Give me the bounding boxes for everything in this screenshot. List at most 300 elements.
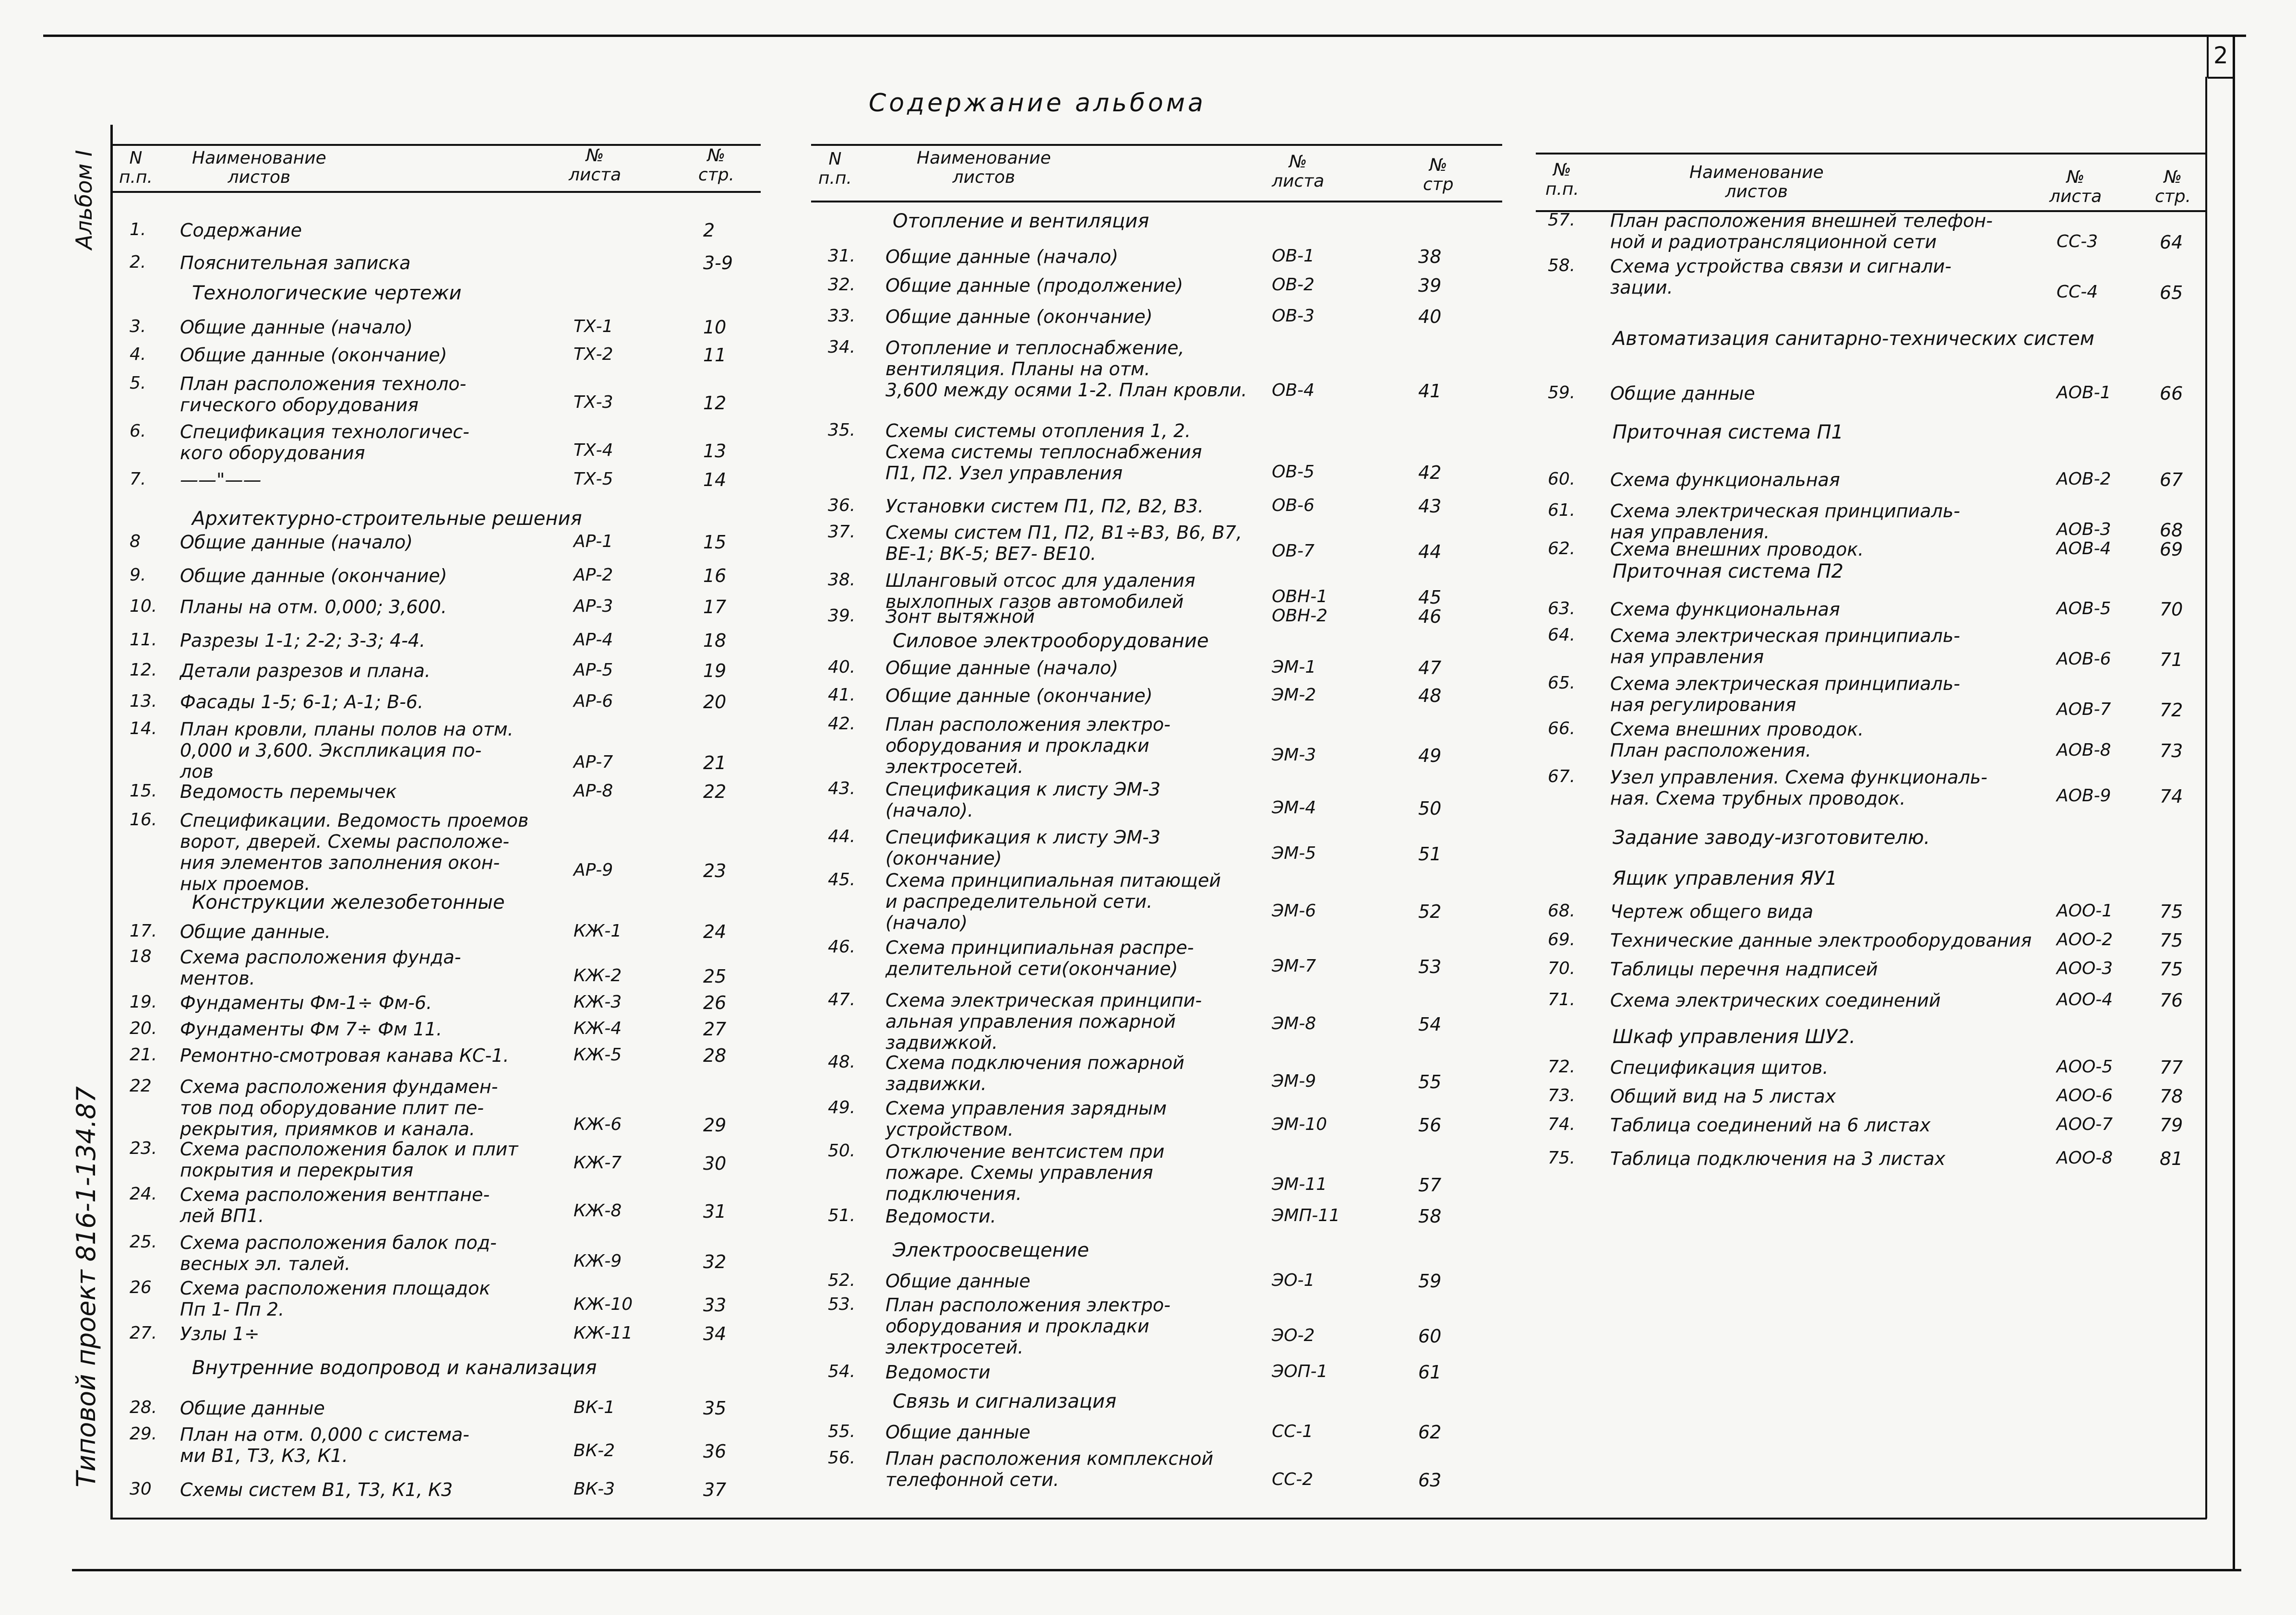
entry-number: 11. [130, 630, 157, 650]
entry-number: 22 [130, 1076, 152, 1096]
entry-page: 75 [2160, 901, 2183, 922]
entry-number: 59. [1548, 383, 1576, 403]
album-label: Альбом I [71, 150, 97, 249]
entry-number: 75. [1548, 1148, 1576, 1168]
col1-header-num: N п.п. [119, 148, 153, 187]
entry-number: 41. [828, 685, 856, 705]
entry-sheet-code: АОВ-7 [2057, 700, 2111, 719]
entry-sheet-code: КЖ-2 [574, 966, 622, 986]
entry-number: 69. [1548, 930, 1576, 950]
entry-page: 74 [2160, 786, 2183, 807]
entry-sheet-code: ОВ-4 [1272, 380, 1315, 400]
entry-page: 19 [703, 660, 727, 681]
entry-number: 14. [130, 719, 157, 738]
entry-page: 66 [2160, 383, 2183, 404]
col1-header-code: № листа [569, 146, 622, 185]
entry-number: 60. [1548, 469, 1576, 489]
entry-number: 53. [828, 1294, 856, 1314]
entry-title: Схема внешних проводок. План расположения. [1610, 719, 1864, 761]
entry-number: 30 [130, 1479, 152, 1499]
entry-page: 51 [1418, 843, 1442, 865]
entry-sheet-code: КЖ-4 [574, 1019, 622, 1038]
entry-title: ——"—— [180, 469, 262, 490]
section-heading: Автоматизация санитарно-технических систем [1613, 328, 2094, 350]
entry-sheet-code: ЭМ-10 [1272, 1115, 1327, 1134]
entry-title: Схема электрическая принципи- альная управления пожарной задвижкой. [885, 990, 1202, 1053]
entry-sheet-code: ЭМ-2 [1272, 685, 1316, 705]
entry-sheet-code: ВК-2 [574, 1441, 615, 1461]
entry-title: Фасады 1-5; 6-1; А-1; В-6. [180, 691, 424, 712]
entry-number: 54. [828, 1362, 856, 1381]
entry-title: Общие данные [1610, 383, 1755, 404]
entry-number: 45. [828, 870, 856, 890]
entry-title: Ведомость перемычек [180, 781, 397, 802]
entry-sheet-code: ТХ-3 [574, 392, 613, 412]
entry-sheet-code: СС-4 [2057, 282, 2098, 302]
entry-title: Общие данные (окончание) [180, 565, 447, 586]
entry-sheet-code: КЖ-6 [574, 1115, 622, 1134]
entry-page: 31 [703, 1201, 727, 1222]
entry-sheet-code: ЭМП-11 [1272, 1206, 1340, 1225]
section-heading: Конструкции железобетонные [192, 891, 505, 914]
entry-title: Таблица соединений на 6 листах [1610, 1115, 1931, 1136]
entry-number: 64. [1548, 625, 1576, 645]
entry-number: 27. [130, 1323, 157, 1343]
entry-title: Схема функциональная [1610, 469, 1840, 490]
entry-page: 46 [1418, 606, 1442, 627]
entry-page: 78 [2160, 1086, 2183, 1107]
entry-number: 73. [1548, 1086, 1576, 1105]
entry-sheet-code: ОВ-2 [1272, 275, 1315, 295]
entry-number: 38. [828, 570, 856, 590]
col1-header-top [113, 144, 761, 146]
entry-title: Технические данные электрооборудования [1610, 930, 2032, 951]
entry-number: 63. [1548, 599, 1576, 618]
entry-sheet-code: АОО-1 [2057, 901, 2113, 921]
entry-title: Детали разрезов и плана. [180, 660, 430, 681]
entry-title: Схема расположения балок под- весных эл. талей. [180, 1232, 497, 1274]
entry-sheet-code: АОВ-3 [2057, 520, 2111, 539]
entry-title: Общий вид на 5 листах [1610, 1086, 1836, 1107]
entry-number: 37. [828, 522, 856, 542]
entry-number: 21. [130, 1045, 157, 1065]
entry-number: 61. [1548, 500, 1576, 520]
left-border [110, 125, 113, 1519]
entry-title: Схема электрическая принципиаль- ная управления [1610, 625, 1961, 667]
entry-sheet-code: КЖ-5 [574, 1045, 622, 1065]
page-title: Содержание альбома [869, 89, 1206, 118]
entry-number: 20. [130, 1019, 157, 1038]
entry-number: 34. [828, 337, 856, 357]
entry-number: 3. [130, 317, 146, 336]
entry-page: 52 [1418, 901, 1442, 922]
entry-title: Схема принципиальная питающей и распределительной сети. (начало) [885, 870, 1221, 933]
entry-sheet-code: ЭМ-3 [1272, 745, 1316, 765]
entry-sheet-code: ЭОП-1 [1272, 1362, 1328, 1381]
section-heading: Архитектурно-строительные решения [192, 508, 582, 530]
entry-page: 42 [1418, 462, 1442, 483]
entry-page: 11 [703, 344, 727, 366]
entry-sheet-code: АОВ-6 [2057, 649, 2111, 669]
entry-sheet-code: ВК-3 [574, 1479, 615, 1499]
entry-page: 2 [703, 220, 715, 241]
entry-number: 26 [130, 1278, 152, 1297]
col2-header-bottom [811, 201, 1502, 202]
entry-title: Зонт вытяжной [885, 606, 1035, 627]
entry-title: Ведомости [885, 1362, 991, 1383]
entry-sheet-code: АР-8 [574, 781, 613, 801]
entry-title: Схема устройства связи и сигнали- зации. [1610, 256, 1952, 298]
entry-number: 72. [1548, 1057, 1576, 1077]
entry-title: Общие данные [885, 1422, 1030, 1443]
entry-sheet-code: АОО-2 [2057, 930, 2113, 950]
entry-page: 26 [703, 992, 727, 1013]
entry-number: 46. [828, 937, 856, 957]
entry-number: 2. [130, 252, 146, 272]
col2-header-code: № листа [1272, 152, 1325, 191]
entry-sheet-code: СС-1 [1272, 1422, 1314, 1441]
entry-number: 68. [1548, 901, 1576, 921]
section-heading: Силовое электрооборудование [893, 630, 1209, 652]
entry-number: 18 [130, 947, 152, 966]
entry-page: 16 [703, 565, 727, 586]
entry-number: 49. [828, 1098, 856, 1117]
entry-page: 72 [2160, 700, 2183, 721]
sheet-number-box-left [2207, 35, 2209, 78]
entry-page: 70 [2160, 599, 2183, 620]
entry-number: 17. [130, 921, 157, 941]
entry-number: 48. [828, 1052, 856, 1072]
entry-page: 64 [2160, 232, 2183, 253]
entry-page: 48 [1418, 685, 1442, 706]
entry-number: 32. [828, 275, 856, 295]
inner-right-border [2205, 77, 2207, 1519]
entry-page: 35 [703, 1398, 727, 1419]
entry-sheet-code: ЭМ-1 [1272, 657, 1316, 677]
entry-number: 28. [130, 1398, 157, 1417]
section-heading: Приточная система П1 [1613, 421, 1844, 443]
top-border [43, 35, 2246, 37]
entry-page: 24 [703, 921, 727, 942]
section-heading: Отопление и вентиляция [893, 210, 1149, 232]
entry-sheet-code: СС-2 [1272, 1470, 1314, 1489]
entry-title: Общие данные [180, 1398, 325, 1419]
entry-number: 50. [828, 1141, 856, 1161]
entry-title: Схема расположения фунда- ментов. [180, 947, 461, 989]
entry-page: 27 [703, 1019, 727, 1040]
entry-page: 58 [1418, 1206, 1442, 1227]
col2-header-num: N п.п. [818, 149, 852, 188]
entry-title: Общие данные (начало) [180, 317, 413, 338]
entry-page: 40 [1418, 306, 1442, 327]
entry-page: 25 [703, 966, 727, 987]
entry-title: Фундаменты Фм 7÷ Фм 11. [180, 1019, 442, 1040]
entry-number: 39. [828, 606, 856, 626]
entry-page: 79 [2160, 1115, 2183, 1136]
entry-page: 57 [1418, 1175, 1442, 1196]
section-heading: Электроосвещение [893, 1239, 1089, 1261]
entry-sheet-code: АОВ-4 [2057, 539, 2111, 558]
entry-number: 31. [828, 246, 856, 266]
entry-page: 61 [1418, 1362, 1442, 1383]
entry-number: 29. [130, 1424, 157, 1444]
entry-sheet-code: КЖ-7 [574, 1153, 622, 1173]
col3-header-name: Наименование листов [1689, 163, 1824, 202]
entry-title: Установки систем П1, П2, В2, В3. [885, 496, 1204, 517]
entry-title: Общие данные. [180, 921, 331, 942]
entry-title: Пояснительная записка [180, 252, 411, 273]
entry-title: План расположения электро- оборудования и прокладки электросетей. [885, 714, 1171, 777]
entry-sheet-code: ЭМ-11 [1272, 1175, 1327, 1194]
entry-title: Общие данные (начало) [885, 657, 1119, 678]
entry-number: 70. [1548, 959, 1576, 978]
entry-sheet-code: ЭМ-5 [1272, 843, 1316, 863]
entry-sheet-code: АОО-4 [2057, 990, 2113, 1009]
entry-number: 42. [828, 714, 856, 734]
entry-number: 66. [1548, 719, 1576, 738]
entry-page: 43 [1418, 496, 1442, 517]
entry-title: Спецификация к листу ЭМ-3 (начало). [885, 779, 1161, 821]
entry-number: 58. [1548, 256, 1576, 275]
entry-number: 55. [828, 1422, 856, 1441]
section-heading: Шкаф управления ШУ2. [1613, 1026, 1856, 1048]
entry-title: Ведомости. [885, 1206, 996, 1227]
entry-sheet-code: ТХ-1 [574, 317, 613, 336]
entry-sheet-code: ЭО-2 [1272, 1326, 1315, 1345]
bottom-border [72, 1569, 2241, 1571]
entry-title: Чертеж общего вида [1610, 901, 1814, 922]
entry-page: 37 [703, 1479, 727, 1500]
entry-title: Ремонтно-смотровая канава КС-1. [180, 1045, 509, 1066]
entry-title: План кровли, планы полов на отм. 0,000 и 3,600. Экспликация по- лов [180, 719, 514, 782]
section-heading: Ящик управления ЯУ1 [1613, 867, 1838, 890]
entry-title: План расположения внешней телефон- ной и радиотрансляционной сети [1610, 210, 1993, 252]
entry-sheet-code: АР-6 [574, 691, 613, 711]
entry-title: Общие данные (окончание) [885, 306, 1153, 327]
entry-title: Общие данные (начало) [180, 532, 413, 553]
entry-title: Общие данные (окончание) [180, 344, 447, 366]
entry-title: Содержание [180, 220, 302, 241]
entry-title: Схема расположения площадок Пп 1- Пп 2. [180, 1278, 490, 1320]
entry-sheet-code: АР-1 [574, 532, 613, 551]
col3-header-num: № п.п. [1545, 160, 1579, 199]
right-border [2233, 35, 2235, 1570]
entry-number: 65. [1548, 673, 1576, 693]
entry-page: 77 [2160, 1057, 2183, 1078]
entry-sheet-code: АР-2 [574, 565, 613, 585]
entry-title: Схема электрических соединений [1610, 990, 1941, 1011]
col2-header-top [811, 144, 1502, 146]
entry-number: 12. [130, 660, 157, 680]
entry-page: 18 [703, 630, 727, 651]
section-heading: Связь и сигнализация [893, 1390, 1117, 1413]
entry-title: Схема подключения пожарной задвижки. [885, 1052, 1184, 1094]
entry-title: Отключение вентсистем при пожаре. Схемы управления подключения. [885, 1141, 1165, 1204]
entry-sheet-code: АОО-7 [2057, 1115, 2113, 1134]
entry-page: 65 [2160, 282, 2183, 303]
entry-page: 55 [1418, 1071, 1442, 1092]
inner-bottom-border [110, 1518, 2207, 1520]
entry-page: 71 [2160, 649, 2183, 670]
entry-title: Схема расположения вентпане- лей ВП1. [180, 1184, 490, 1226]
entry-page: 13 [703, 440, 727, 462]
entry-number: 4. [130, 344, 146, 364]
entry-page: 47 [1418, 657, 1442, 678]
entry-sheet-code: АОО-6 [2057, 1086, 2113, 1105]
entry-title: Таблица подключения на 3 листах [1610, 1148, 1946, 1169]
entry-sheet-code: АОО-8 [2057, 1148, 2113, 1168]
entry-sheet-code: АОВ-5 [2057, 599, 2111, 618]
entry-title: Схема расположения балок и плит покрытия и перекрытия [180, 1139, 518, 1181]
entry-sheet-code: СС-3 [2057, 232, 2098, 251]
entry-page: 3-9 [703, 252, 733, 273]
entry-title: Шланговый отсос для удаления выхлопных газов автомобилей [885, 570, 1196, 612]
entry-sheet-code: КЖ-3 [574, 992, 622, 1012]
entry-page: 41 [1418, 380, 1442, 402]
entry-sheet-code: ОВ-5 [1272, 462, 1315, 482]
entry-number: 23. [130, 1139, 157, 1158]
col1-header-page: № стр. [698, 146, 735, 185]
entry-number: 15. [130, 781, 157, 801]
entry-sheet-code: АОВ-8 [2057, 740, 2111, 760]
entry-title: Таблицы перечня надписей [1610, 959, 1878, 980]
entry-sheet-code: ОВ-7 [1272, 541, 1315, 561]
entry-page: 20 [703, 691, 727, 712]
entry-title: Общие данные [885, 1271, 1030, 1292]
entry-title: Общие данные (окончание) [885, 685, 1153, 706]
entry-sheet-code: АР-3 [574, 596, 613, 616]
entry-number: 57. [1548, 210, 1576, 230]
entry-sheet-code: ОВ-6 [1272, 496, 1315, 515]
entry-page: 76 [2160, 990, 2183, 1011]
entry-page: 62 [1418, 1422, 1442, 1443]
entry-sheet-code: ЭМ-6 [1272, 901, 1316, 921]
entry-title: План на отм. 0,000 с системa- ми В1, Т3, К3, К1. [180, 1424, 469, 1466]
entry-sheet-code: ВК-1 [574, 1398, 615, 1417]
entry-number: 7. [130, 469, 146, 489]
entry-sheet-code: ОВ-3 [1272, 306, 1315, 326]
entry-sheet-code: ЭМ-4 [1272, 798, 1316, 818]
entry-sheet-code: ТХ-4 [574, 440, 613, 460]
entry-title: Схема управления зарядным устройством. [885, 1098, 1167, 1140]
entry-page: 36 [703, 1441, 727, 1462]
entry-title: Общие данные (продолжение) [885, 275, 1184, 296]
entry-title: Схема принципиальная распре- делительной сети(окончание) [885, 937, 1194, 979]
section-heading: Задание заводу-изготовителю. [1613, 827, 1930, 849]
entry-number: 47. [828, 990, 856, 1009]
entry-sheet-code: ЭО-1 [1272, 1271, 1315, 1290]
entry-number: 74. [1548, 1115, 1576, 1134]
entry-number: 56. [828, 1448, 856, 1468]
entry-page: 56 [1418, 1115, 1442, 1136]
entry-page: 10 [703, 317, 727, 338]
entry-title: Схема функциональная [1610, 599, 1840, 620]
entry-page: 63 [1418, 1470, 1442, 1491]
entry-number: 24. [130, 1184, 157, 1204]
entry-page: 69 [2160, 539, 2183, 560]
entry-title: Фундаменты Фм-1÷ Фм-6. [180, 992, 432, 1013]
entry-title: Схема электрическая принципиаль- ная регулирования [1610, 673, 1961, 715]
entry-number: 62. [1548, 539, 1576, 558]
entry-title: Схема электрическая принципиаль- ная управления. [1610, 500, 1961, 543]
entry-page: 67 [2160, 469, 2183, 490]
entry-page: 44 [1418, 541, 1442, 562]
entry-number: 44. [828, 827, 856, 846]
col3-header-page: № стр. [2155, 167, 2191, 206]
project-label: Типовой проект 816-1-134.87 [71, 1086, 101, 1487]
entry-sheet-code: АОВ-9 [2057, 786, 2111, 806]
entry-sheet-code: АОВ-2 [2057, 469, 2111, 489]
entry-sheet-code: ТХ-2 [574, 344, 613, 364]
entry-page: 34 [703, 1323, 727, 1344]
entry-page: 45 [1418, 587, 1442, 608]
entry-sheet-code: АОО-5 [2057, 1057, 2113, 1077]
entry-page: 59 [1418, 1271, 1442, 1292]
sheet-number: 2 [2213, 42, 2228, 69]
entry-sheet-code: АОВ-1 [2057, 383, 2111, 403]
entry-page: 22 [703, 781, 727, 802]
entry-page: 15 [703, 532, 727, 553]
entry-title: Общие данные (начало) [885, 246, 1119, 267]
section-heading: Приточная система П2 [1613, 560, 1844, 582]
entry-title: Узлы 1÷ [180, 1323, 260, 1344]
entry-title: Разрезы 1-1; 2-2; 3-3; 4-4. [180, 630, 426, 651]
entry-number: 51. [828, 1206, 856, 1225]
col3-header-code: № листа [2049, 167, 2102, 206]
entry-title: Отопление и теплоснабжение, вентиляция. Планы на отм. 3,600 между осями 1-2. План кровли. [885, 337, 1247, 401]
entry-sheet-code: КЖ-8 [574, 1201, 622, 1221]
entry-title: План расположения электро- оборудования и прокладки электросетей. [885, 1294, 1171, 1358]
entry-number: 10. [130, 596, 157, 616]
entry-sheet-code: АОО-3 [2057, 959, 2113, 978]
entry-number: 71. [1548, 990, 1576, 1009]
entry-title: План расположения техноло- гического оборудования [180, 373, 466, 416]
entry-page: 30 [703, 1153, 727, 1174]
entry-number: 25. [130, 1232, 157, 1252]
col2-header-page: № стр [1423, 155, 1454, 194]
entry-number: 40. [828, 657, 856, 677]
entry-number: 9. [130, 565, 146, 585]
entry-page: 75 [2160, 930, 2183, 951]
entry-title: Спецификация щитов. [1610, 1057, 1829, 1078]
entry-title: Схемы системы отопления 1, 2. Схема системы теплоснабжения П1, П2. Узел управления [885, 420, 1202, 484]
entry-page: 17 [703, 596, 727, 618]
entry-page: 81 [2160, 1148, 2183, 1169]
entry-page: 54 [1418, 1014, 1442, 1035]
entry-sheet-code: ЭМ-9 [1272, 1071, 1316, 1091]
entry-page: 49 [1418, 745, 1442, 766]
entry-sheet-code: КЖ-11 [574, 1323, 633, 1343]
entry-sheet-code: ЭМ-8 [1272, 1014, 1316, 1033]
entry-sheet-code: АР-7 [574, 752, 613, 772]
entry-title: Спецификация технологичес- кого оборудования [180, 421, 469, 463]
entry-number: 35. [828, 420, 856, 440]
section-heading: Внутренние водопровод и канализация [192, 1357, 597, 1379]
entry-page: 12 [703, 392, 727, 414]
entry-number: 52. [828, 1271, 856, 1290]
entry-page: 39 [1418, 275, 1442, 296]
col1-header-bottom [113, 191, 761, 193]
entry-page: 75 [2160, 959, 2183, 980]
entry-sheet-code: ЭМ-7 [1272, 956, 1316, 976]
entry-title: Схемы систем В1, Т3, К1, К3 [180, 1479, 453, 1500]
col2-header-name: Наименование листов [917, 148, 1051, 187]
entry-page: 33 [703, 1294, 727, 1316]
entry-title: Спецификация к листу ЭМ-3 (окончание) [885, 827, 1161, 869]
entry-page: 53 [1418, 956, 1442, 977]
entry-sheet-code: ТХ-5 [574, 469, 613, 489]
entry-sheet-code: АР-4 [574, 630, 613, 650]
